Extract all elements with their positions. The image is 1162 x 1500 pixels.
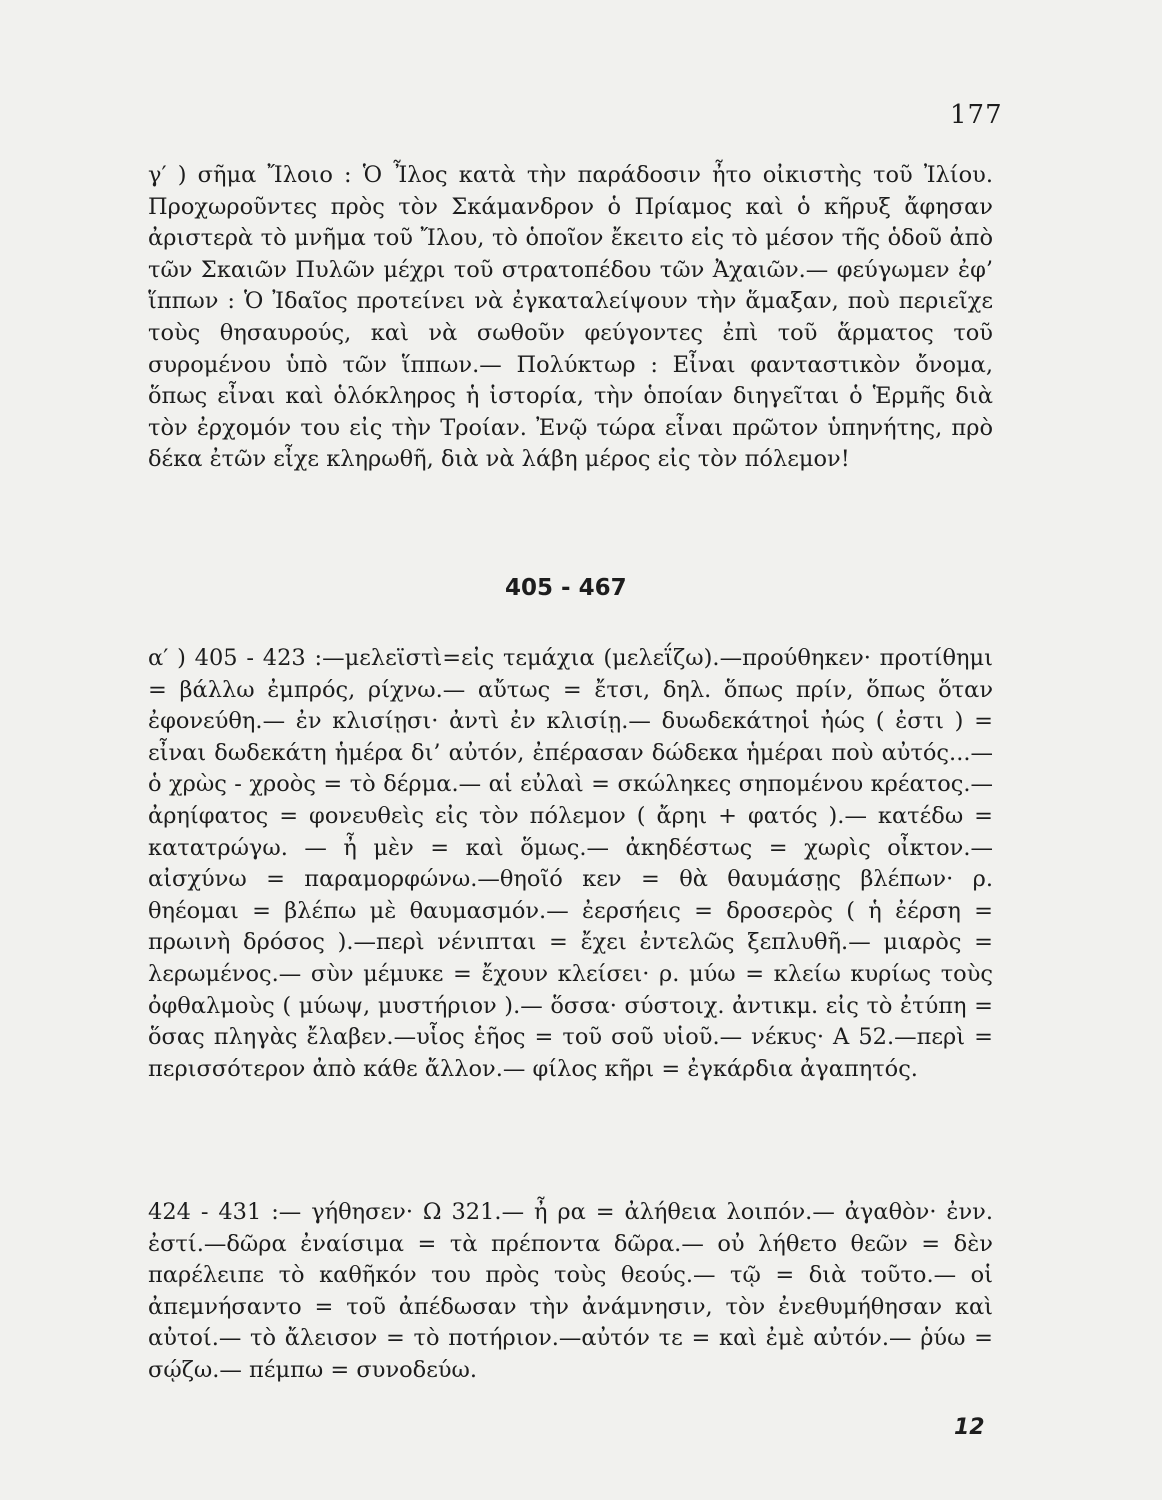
paragraph-424-431 (148, 1197, 993, 1387)
signature-mark: 12 (954, 1415, 985, 1440)
paragraph-405-423 (148, 643, 993, 1085)
paragraph-3-text: 424 - 431 :— γήθησεν· Ω 321.— ἦ ρα = ἀλήθεια λοιπόν.— ἀγαθὸν· ἐνν. ἐστί.—δῶρα ἐναίσιμα = τὰ πρέποντα δῶρα.— οὐ λήθετο θεῶν = δὲν παρέλειπε τὸ καθῆκόν του πρὸς τοὺς θεούς.— τῷ = διὰ τοῦτο.— οἱ ἀπεμνήσαντο = τοῦ ἀπέδωσαν τὴν ἀνάμνησιν, τὸν ἐνεθυμήθησαν καὶ αὐτοί.— τὸ ἄλεισον = τὸ ποτήριον.—αὐτόν τε = καὶ ἐμὲ αὐτόν.— ῥύω = σῴζω.— πέμπω = συνοδεύω. (148, 1199, 993, 1383)
paragraph-1-text: γ′ ) σῆμα Ἴλοιο : Ὁ Ἶλος κατὰ τὴν παράδοσιν ἦτο οἰκιστὴς τοῦ Ἰλίου. Προχωροῦντες πρὸς τὸν Σκάμανδρον ὁ Πρίαμος καὶ ὁ κῆρυξ ἄφησαν ἀριστερὰ τὸ μνῆμα τοῦ Ἴλου, τὸ ὁποῖον ἔκειτο εἰς τὸ μέσον τῆς ὁδοῦ ἀπὸ τῶν Σκαιῶν Πυλῶν μέχρι τοῦ στρατοπέδου τῶν Ἀχαιῶν.— φεύγωμεν ἐφ’ ἵππων : Ὁ Ἰδαῖος προτείνει νὰ ἐγκαταλείψουν τὴν ἅμαξαν, ποὺ περιεῖχε τοὺς θησαυρούς, καὶ νὰ σωθοῦν φεύγοντες ἐπὶ τοῦ ἅρματος τοῦ συρομένου ὑπὸ τῶν ἵππων.— Πολύκτωρ : Εἶναι φανταστικὸν ὄνομα, ὅπως εἶναι καὶ ὁλόκληρος ἡ ἱστορία, τὴν ὁποίαν διηγεῖται ὁ Ἑρμῆς διὰ τὸν ἐρχομόν του εἰς τὴν Τροίαν. Ἐνῷ τώρα εἶναι πρῶτον ὑπηνήτης, πρὸ δέκα ἐτῶν εἶχε κληρωθῆ, διὰ νὰ λάβη μέρος εἰς τὸν πόλεμον! (148, 162, 993, 473)
paragraph-2-text: α′ ) 405 - 423 :—μελεϊστὶ=εἰς τεμάχια (μελεΐζω).—προύθηκεν· προτίθημι = βάλλω ἐμπρός, ρίχνω.— αὔτως = ἔτσι, δηλ. ὅπως πρίν, ὅπως ὅταν ἐφονεύθη.— ἐν κλισίῃσι· ἀντὶ ἐν κλισίῃ.— δυωδεκάτηοἱ ἠώς ( ἐστι ) = εἶναι δωδεκάτη ἡμέρα δι’ αὐτόν, ἐπέρασαν δώδεκα ἡμέραι ποὺ αὐτός...— ὁ χρὼς - χροὸς = τὸ δέρμα.— αἱ εὐλαὶ = σκώληκες σηπομένου κρέατος.— ἀρηίφατος = φονευθεὶς εἰς τὸν πόλεμον ( ἄρηι + φατός ).— κατέδω = κατατρώγω. — ἦ μὲν = καὶ ὅμως.— ἀκηδέστως = χωρὶς οἶκτον.—αἰσχύνω = παραμορφώνω.—θηοῖό κεν = θὰ θαυμάσῃς βλέπων· ρ. θηέομαι = βλέπω μὲ θαυμασμόν.— ἐερσήεις = δροσερὸς ( ἡ ἐέρση = πρωινὴ δρόσος ).—περὶ νένιπται = ἔχει ἐντελῶς ξεπλυθῆ.— μιαρὸς = λερωμένος.— σὺν μέμυκε = ἔχουν κλείσει· ρ. μύω = κλείω κυρίως τοὺς ὀφθαλμοὺς ( μύωψ, μυστήριον ).— ὅσσα· σύστοιχ. ἀντικμ. εἰς τὸ ἐτύπη = ὅσας πληγὰς ἔλαβεν.—υἷος ἑῆος = τοῦ σοῦ υἱοῦ.— νέκυς· Α 52.—περὶ = περισσότερον ἀπὸ κάθε ἄλλον.— φίλος κῆρι = ἐγκάρδια ἀγαπητός. (148, 645, 993, 1082)
page-number: 177 (950, 100, 1003, 130)
section-heading: 405 - 467 (505, 575, 627, 601)
paragraph-ilos (148, 160, 993, 476)
